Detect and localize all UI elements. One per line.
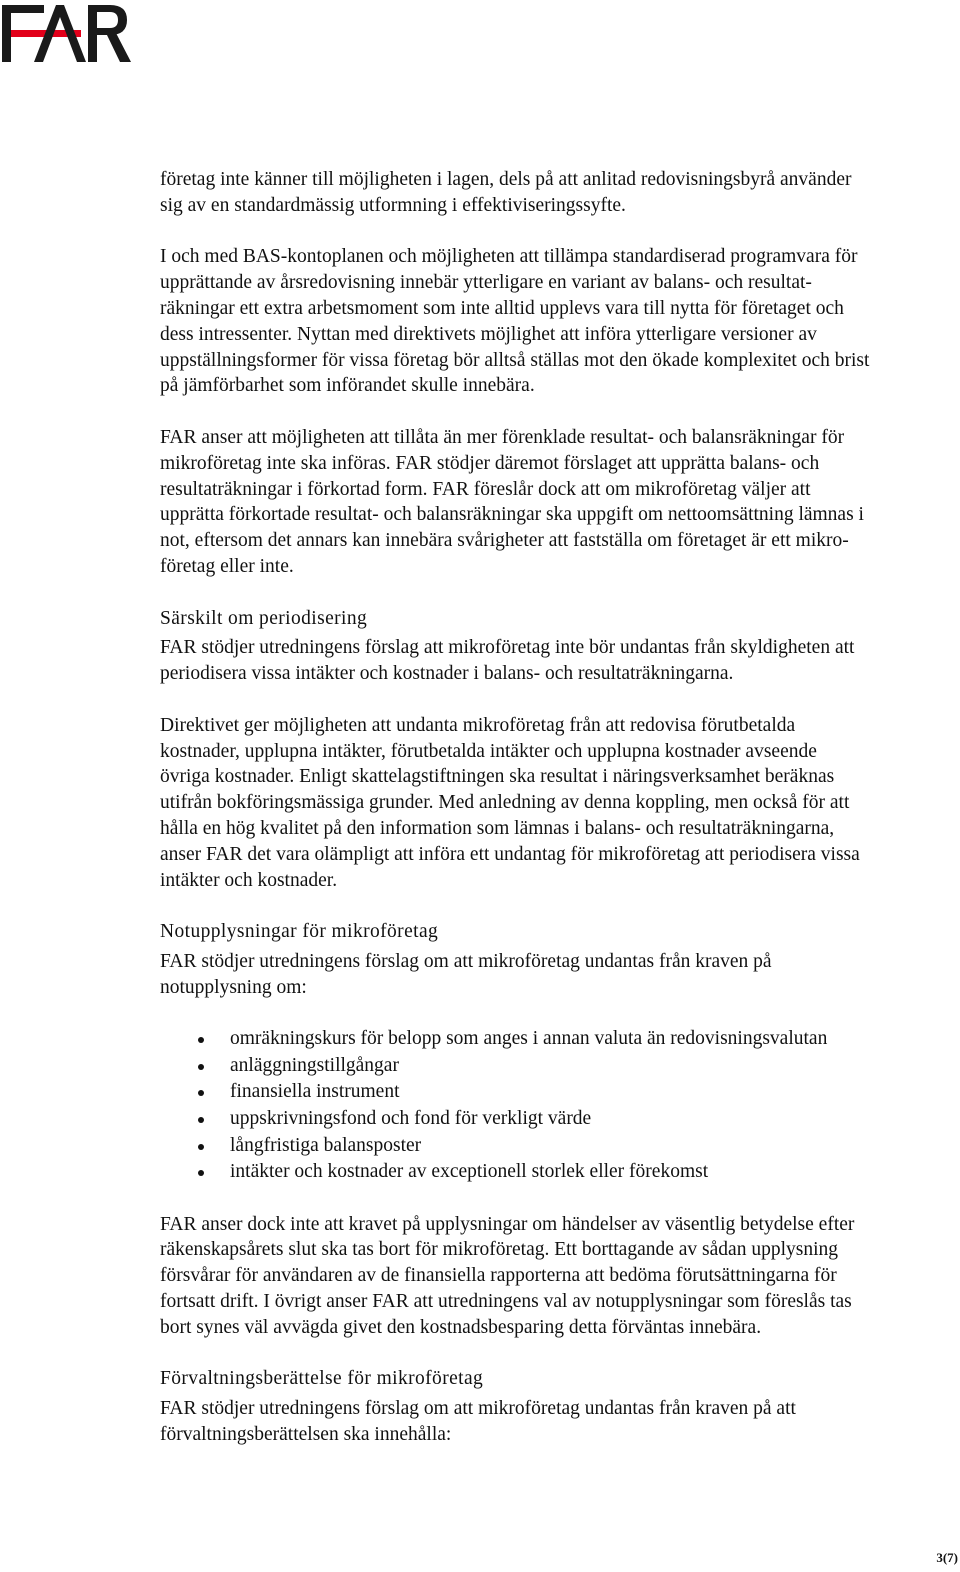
bullet-icon (198, 1037, 204, 1043)
bullet-icon (198, 1090, 204, 1096)
paragraph-handelser: FAR anser dock inte att kravet på upplysningar om händelser av väsentlig betydelse efter räkenskapsårets slut ska tas bort för mikroföretag. Ett borttagande av sådan upplysning försvårar för användaren av de finansiella rapporterna att bedöma förutsättningarna för fortsatt drift. I övrigt anser FAR att utredningens val av notupplysningar som föreslås tas bort synes väl avvägda givet den kostnadsbesparing detta förväntas innebära. (160, 1213, 855, 1338)
bullet-icon (198, 1144, 204, 1150)
page-number: 3(7) (936, 1550, 958, 1565)
heading-forvaltningsberattelse: Förvaltningsberättelse för mikroföretag (160, 1368, 484, 1390)
paragraph-notupplysning: FAR stödjer utredningens förslag om att mikroföretag undantas från kraven på notupplysning om: (160, 950, 772, 998)
bullet-icon (198, 1117, 204, 1123)
document-body (160, 167, 960, 1448)
notupplysning-list (160, 1026, 960, 1186)
logo-r-leg (106, 33, 131, 62)
paragraph-intro: företag inte känner till möjligheten i lagen, dels på att anlitad redovisningsbyrå använder sig av en standardmässig utformning i effektiviseringssyfte. (160, 169, 852, 216)
list-item: uppskrivningsfond och fond för verkligt värde (160, 1106, 960, 1133)
list-item: anläggningstillgångar (160, 1053, 960, 1080)
paragraph-direktivet: Direktivet ger möjligheten att undanta mikroföretag från att redovisa förutbetalda kostnader, upplupna intäkter, förutbetalda intäkter och upplupna kostnader avseende övriga kostnader. Enligt skattelagstiftningen ska resultat i näringsverksamhet beräknas utifrån bokföringsmässiga grunder. Med anledning av denna koppling, men också för att hålla en hög kvalitet på den information som lämnas i balans- och resultaträkningarna, anser FAR det vara olämpligt att införa ett undantag för mikroföretag att periodisera vissa intäkter och kostnader. (160, 714, 860, 891)
bullet-icon (198, 1170, 204, 1176)
logo-f-stem (2, 5, 11, 62)
far-logo (0, 0, 132, 64)
logo-r-bowl (97, 5, 127, 35)
list-item: intäkter och kostnader av exceptionell storlek eller förekomst (160, 1159, 960, 1186)
list-item: finansiella instrument (160, 1079, 960, 1106)
logo-r-stem (88, 5, 97, 62)
list-item: omräkningskurs för belopp som anges i annan valuta än redovisningsvalutan (160, 1026, 960, 1053)
paragraph-periodisering: FAR stödjer utredningens förslag att mikroföretag inte bör undantas från skyldigheten att periodisera vissa intäkter och kostnader i balans- och resultaträkningarna. (160, 637, 855, 685)
paragraph-far-anser: FAR anser att möjligheten att tillåta än mer förenklade resultat- och balansräkningar för mikroföretag inte ska införas. FAR stödjer däremot förslaget att upprätta balans- och resultaträkningar i förkortad form. FAR föreslår dock att om mikroföretag väljer att upprätta förkortade resultat- och balansräkningar ska uppgift om nettoomsättning lämnas i not, eftersom det annars kan innebära svårigheter att fastställa om företaget är ett mikro- företag eller inte. (160, 426, 864, 577)
paragraph-bas-kontoplan: I och med BAS-kontoplanen och möjligheten att tillämpa standardiserad programvara för upprättande av årsredovisning innebär ytterligare en variant av balans- och resultat- räkningar ett extra arbetsmoment som inte alltid upplevs vara till nytta för företaget och dess intressenter. Nyttan med direktivets möjlighet att införa ytterligare versioner av uppställningsformer för vissa företag bör alltså ställas mot den ökade komplexitet och brist på jämförbarhet som införandet skulle innebära. (160, 246, 870, 397)
heading-notupplysningar: Notupplysningar för mikroföretag (160, 921, 439, 943)
heading-periodisering: Särskilt om periodisering (160, 607, 368, 629)
bullet-icon (198, 1064, 204, 1070)
list-item: långfristiga balansposter (160, 1133, 960, 1160)
paragraph-forvaltningsberattelse: FAR stödjer utredningens förslag om att mikroföretag undantas från kraven på att förvaltningsberättelsen ska innehålla: (160, 1398, 796, 1446)
logo-f-top-bar (2, 5, 44, 13)
